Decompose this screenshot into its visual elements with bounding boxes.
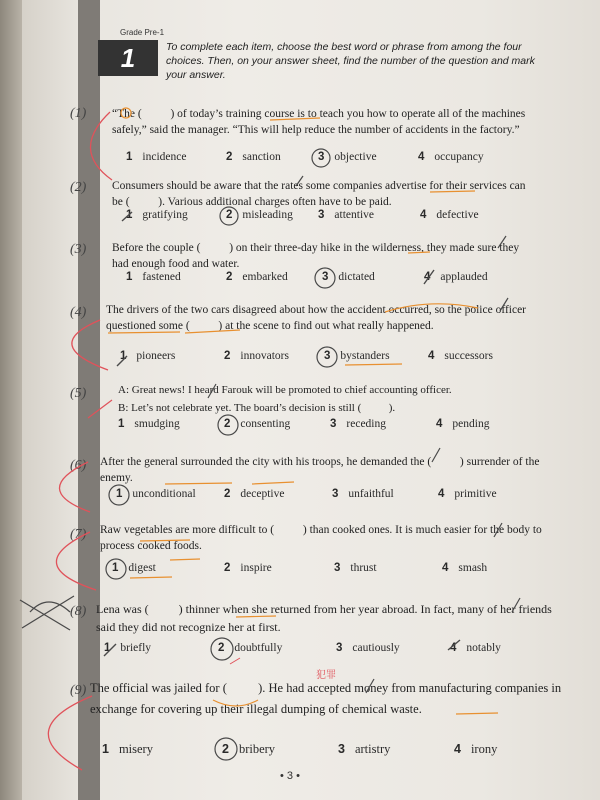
option-2-2[interactable]: 2 misleading — [226, 209, 293, 221]
question-options-2 — [0, 209, 600, 227]
question-text-3: Before the couple ( ) on their three-day hike in the wilderness, they made sure they had enough food and water. — [112, 242, 520, 270]
option-1-4[interactable]: 4 occupancy — [418, 151, 484, 163]
option-7-4[interactable]: 4 smash — [442, 562, 488, 574]
option-9-4[interactable]: 4 irony — [454, 742, 498, 756]
option-4-2[interactable]: 2 innovators — [224, 350, 289, 362]
handwritten-note: 犯罪 — [316, 670, 336, 681]
option-8-1[interactable]: 1 briefly — [104, 642, 152, 654]
question-text-8: Lena was ( ) thinner when she returned from her year abroad. In fact, many of her friends said they did not recognize her at first. — [96, 602, 552, 634]
option-2-3[interactable]: 3 attentive — [318, 209, 374, 221]
question-number-2: (2) — [70, 180, 87, 195]
section-instructions: To complete each item, choose the best word or phrase from among the four choices. Then, on your answer sheet, find the number of the question and mark your answer. — [166, 41, 535, 81]
question-options-4 — [0, 350, 600, 368]
option-1-1[interactable]: 1 incidence — [126, 151, 187, 163]
question-text-2: Consumers should be aware that the rates some companies advertise for their services can be ( ). Various additional charges often have to be paid. — [112, 180, 526, 208]
option-7-2[interactable]: 2 inspire — [224, 562, 272, 574]
option-8-3[interactable]: 3 cautiously — [336, 642, 400, 654]
option-5-1[interactable]: 1 smudging — [118, 418, 180, 430]
option-7-3[interactable]: 3 thrust — [334, 562, 377, 574]
option-5-3[interactable]: 3 receding — [330, 418, 386, 430]
option-6-4[interactable]: 4 primitive — [438, 488, 497, 500]
question-options-6 — [0, 488, 600, 506]
option-3-4[interactable]: 4 applauded — [424, 271, 488, 283]
option-8-2[interactable]: 2 doubtfully — [218, 642, 283, 654]
crossout-scribble — [20, 596, 74, 630]
option-1-3[interactable]: 3 objective — [318, 151, 377, 163]
question-number-5: (5) — [70, 386, 87, 401]
dialogue-line-a: A: Great news! I heard Farouk will be promoted to chief accounting officer. — [118, 384, 452, 396]
dialogue-line-b: B: Let’s not celebrate yet. The board’s decision is still ( ). — [118, 402, 396, 414]
option-7-1[interactable]: 1 digest — [112, 562, 156, 574]
grade-label: Grade Pre-1 — [120, 28, 165, 37]
question-options-9 — [0, 742, 600, 760]
question-options-1 — [0, 151, 600, 169]
question-number-9: (9) — [70, 683, 87, 698]
question-number-6: (6) — [70, 458, 87, 473]
question-number-7: (7) — [70, 527, 87, 542]
book-spine-shadow — [0, 0, 22, 800]
question-number-8: (8) — [70, 604, 87, 619]
option-4-1[interactable]: 1 pioneers — [120, 350, 176, 362]
question-text-6: After the general surrounded the city with his troops, he demanded the ( ) surrender of the enemy. — [100, 456, 540, 484]
page-number: • 3 • — [280, 770, 300, 782]
question-text-7: Raw vegetables are more difficult to ( ) than cooked ones. It is much easier for the body to process cooked foods. — [100, 524, 542, 552]
question-options-3 — [0, 271, 600, 289]
option-4-3[interactable]: 3 bystanders — [324, 350, 390, 362]
question-number-4: (4) — [70, 305, 87, 320]
option-3-1[interactable]: 1 fastened — [126, 271, 181, 283]
option-1-2[interactable]: 2 sanction — [226, 151, 281, 163]
option-5-2[interactable]: 2 consenting — [224, 418, 291, 430]
question-text-9: The official was jailed for ( ). He had accepted money from manufacturing companies in exchange for covering up their illegal dumping of chemical waste. — [90, 681, 562, 716]
option-4-4[interactable]: 4 successors — [428, 350, 493, 362]
option-9-1[interactable]: 1 misery — [102, 742, 153, 756]
option-6-3[interactable]: 3 unfaithful — [332, 488, 394, 500]
question-number-1: (1) — [70, 106, 87, 121]
option-9-3[interactable]: 3 artistry — [338, 742, 391, 756]
question-text-4: The drivers of the two cars disagreed about how the accident occurred, so the police officer questioned some ( ) at the scene to find out what really happened. — [106, 304, 527, 332]
question-options-7 — [0, 562, 600, 580]
option-6-1[interactable]: 1 unconditional — [116, 488, 196, 500]
option-5-4[interactable]: 4 pending — [436, 418, 490, 430]
option-3-2[interactable]: 2 embarked — [226, 271, 288, 283]
question-text-1: “The ( ) of today’s training course is to teach you how to operate all of the machines safely,” said the manager. “This will help reduce the number of accidents in the factory.” — [112, 108, 526, 136]
option-9-2[interactable]: 2 bribery — [222, 742, 276, 756]
option-8-4[interactable]: 4 notably — [450, 642, 501, 654]
question-options-5 — [0, 418, 600, 436]
option-2-4[interactable]: 4 defective — [420, 209, 479, 221]
option-6-2[interactable]: 2 deceptive — [224, 488, 285, 500]
option-2-1[interactable]: 1 gratifying — [126, 209, 188, 221]
question-number-3: (3) — [70, 242, 87, 257]
section-number-box: 1 — [98, 40, 158, 76]
option-3-3[interactable]: 3 dictated — [322, 271, 375, 283]
question-options-8 — [0, 642, 600, 660]
